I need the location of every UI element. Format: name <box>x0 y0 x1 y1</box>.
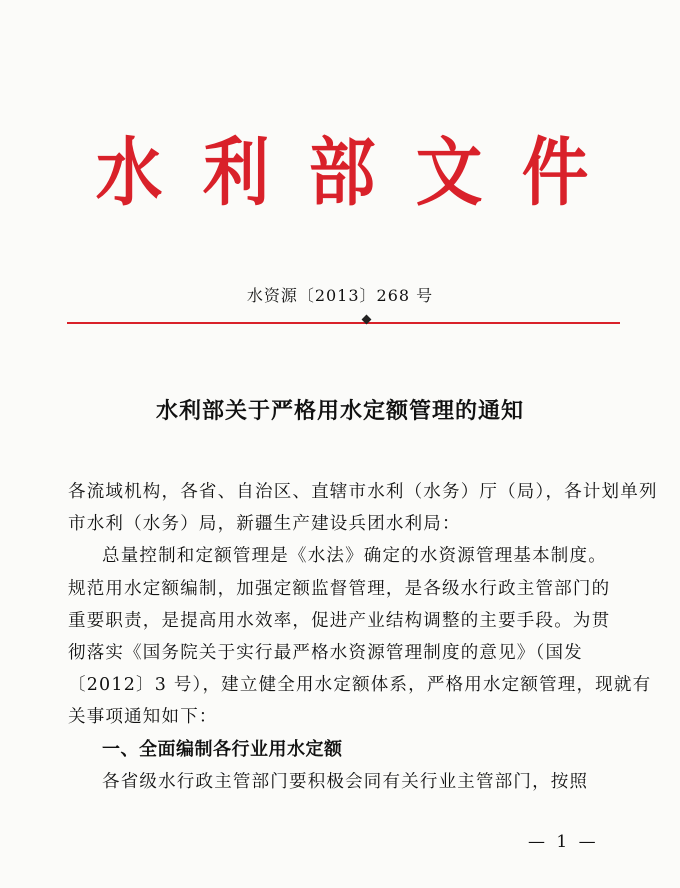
section-heading: 一、全面编制各行业用水定额 <box>102 738 343 760</box>
body-line: 〔2012〕3 号），建立健全用水定额体系，严格用水定额管理，现就有 <box>68 675 652 696</box>
body-line: 各省级水行政主管部门要积极会同有关行业主管部门，按照 <box>102 771 589 792</box>
body-line: 关事项通知如下： <box>68 707 218 728</box>
document-body <box>68 476 658 798</box>
header-char: 件 <box>521 130 589 216</box>
body-line: 重要职责，是提高用水效率，促进产业结构调整的主要手段。为贯 <box>68 610 611 631</box>
header-char: 利 <box>202 130 269 216</box>
page-number: — 1 — <box>528 832 599 852</box>
body-line: 规范用水定额编制，加强定额监督管理，是各级水行政主管部门的 <box>68 578 611 599</box>
header-char: 水 <box>95 130 163 216</box>
body-line: 各流域机构，各省、自治区、直辖市水利（水务）厅（局），各计划单列 <box>68 482 658 502</box>
document-title: 水利部关于严格用水定额管理的通知 <box>155 398 524 424</box>
body-line: 彻落实《国务院关于实行最严格水资源管理制度的意见》（国发 <box>68 643 583 664</box>
body-line: 总量控制和定额管理是《水法》确定的水资源管理基本制度。 <box>102 546 607 567</box>
header-char: 部 <box>308 130 376 216</box>
document-header <box>92 128 592 218</box>
header-char: 文 <box>415 130 482 216</box>
document-number: 水资源〔2013〕268 号 <box>246 286 434 305</box>
body-line: 市水利（水务）局，新疆生产建设兵团水利局： <box>68 514 461 535</box>
header-red-rule <box>67 322 620 324</box>
